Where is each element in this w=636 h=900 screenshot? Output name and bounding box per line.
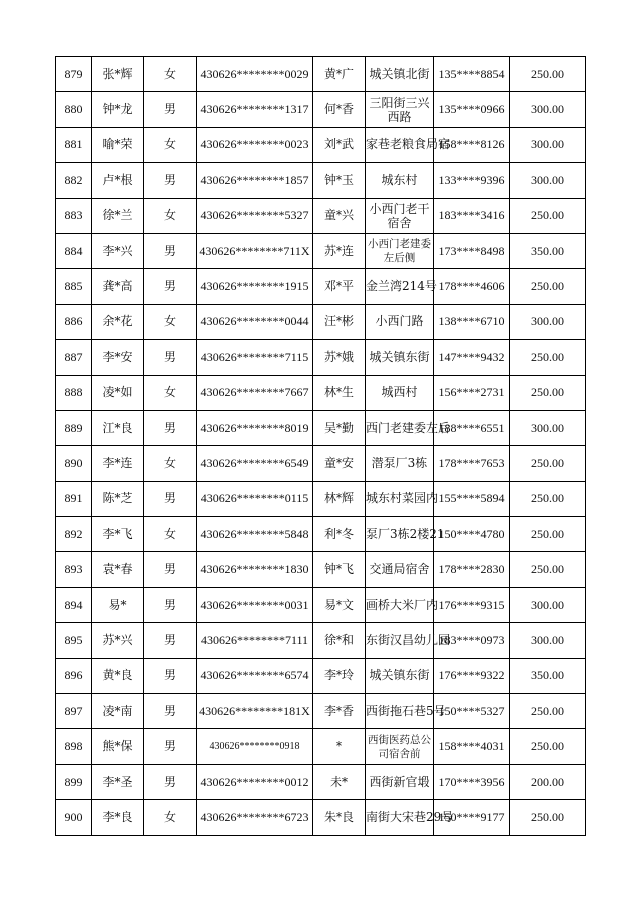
- gender-cell: 男: [144, 729, 197, 764]
- address-cell: 西街拖石巷5号: [366, 694, 434, 729]
- gender-cell: 男: [144, 481, 197, 516]
- address-cell: 三阳街三兴西路: [366, 92, 434, 127]
- address-cell: 城西村: [366, 375, 434, 410]
- gender-cell: 男: [144, 340, 197, 375]
- table-row: [56, 446, 586, 481]
- row-number-cell: 884: [56, 233, 92, 268]
- gender-cell: 男: [144, 694, 197, 729]
- id-number-cell: 430626********1830: [197, 552, 313, 587]
- address-cell: 小西门路: [366, 304, 434, 339]
- row-number-cell: 895: [56, 623, 92, 658]
- phone-cell: 178****4606: [434, 269, 510, 304]
- phone-cell: 183****0973: [434, 623, 510, 658]
- relative-name-cell: 汪*彬: [313, 304, 366, 339]
- address-cell: 城东村菜园内: [366, 481, 434, 516]
- phone-cell: 155****5894: [434, 481, 510, 516]
- address-cell: 西门老建委左后: [366, 410, 434, 445]
- phone-cell: 147****9432: [434, 340, 510, 375]
- relative-name-cell: 何*香: [313, 92, 366, 127]
- relative-name-cell: 童*兴: [313, 198, 366, 233]
- relative-name-cell: 苏*娥: [313, 340, 366, 375]
- row-number-cell: 899: [56, 764, 92, 799]
- address-cell: 东街汉昌幼儿园: [366, 623, 434, 658]
- name-cell: 熊*保: [92, 729, 144, 764]
- id-number-cell: 430626********6574: [197, 658, 313, 693]
- name-cell: 苏*兴: [92, 623, 144, 658]
- phone-cell: 135****0966: [434, 92, 510, 127]
- row-number-cell: 900: [56, 800, 92, 835]
- name-cell: 陈*芝: [92, 481, 144, 516]
- relative-name-cell: 未*: [313, 764, 366, 799]
- table-row: [56, 764, 586, 799]
- name-cell: 李*飞: [92, 517, 144, 552]
- gender-cell: 女: [144, 304, 197, 339]
- id-number-cell: 430626********5327: [197, 198, 313, 233]
- row-number-cell: 886: [56, 304, 92, 339]
- amount-cell: 250.00: [510, 517, 586, 552]
- amount-cell: 250.00: [510, 694, 586, 729]
- table-row: [56, 127, 586, 162]
- row-number-cell: 883: [56, 198, 92, 233]
- row-number-cell: 890: [56, 446, 92, 481]
- table-body: [56, 57, 586, 836]
- data-table: [55, 56, 586, 836]
- relative-name-cell: 钟*玉: [313, 163, 366, 198]
- amount-cell: 350.00: [510, 658, 586, 693]
- amount-cell: 300.00: [510, 163, 586, 198]
- phone-cell: 183****3416: [434, 198, 510, 233]
- phone-cell: 158****4031: [434, 729, 510, 764]
- gender-cell: 男: [144, 623, 197, 658]
- relative-name-cell: 童*安: [313, 446, 366, 481]
- name-cell: 黄*良: [92, 658, 144, 693]
- id-number-cell: 430626********7115: [197, 340, 313, 375]
- amount-cell: 250.00: [510, 375, 586, 410]
- address-cell: 小西门老建委左后侧: [366, 233, 434, 268]
- relative-name-cell: 李*香: [313, 694, 366, 729]
- table-row: [56, 92, 586, 127]
- table-row: [56, 375, 586, 410]
- phone-cell: 133****9396: [434, 163, 510, 198]
- id-number-cell: 430626********1317: [197, 92, 313, 127]
- id-number-cell: 430626********181X: [197, 694, 313, 729]
- id-number-cell: 430626********711X: [197, 233, 313, 268]
- amount-cell: 250.00: [510, 340, 586, 375]
- row-number-cell: 893: [56, 552, 92, 587]
- name-cell: 卢*根: [92, 163, 144, 198]
- id-number-cell: 430626********0023: [197, 127, 313, 162]
- name-cell: 李*圣: [92, 764, 144, 799]
- relative-name-cell: 钟*飞: [313, 552, 366, 587]
- address-cell: 家巷老粮食局宿: [366, 127, 434, 162]
- id-number-cell: 430626********6723: [197, 800, 313, 835]
- phone-cell: 135****8854: [434, 57, 510, 92]
- row-number-cell: 894: [56, 587, 92, 622]
- relative-name-cell: 徐*和: [313, 623, 366, 658]
- gender-cell: 女: [144, 57, 197, 92]
- table-row: [56, 552, 586, 587]
- gender-cell: 女: [144, 800, 197, 835]
- name-cell: 李*安: [92, 340, 144, 375]
- table-row: [56, 198, 586, 233]
- address-cell: 南街大宋巷29号: [366, 800, 434, 835]
- gender-cell: 男: [144, 163, 197, 198]
- relative-name-cell: *: [313, 729, 366, 764]
- gender-cell: 女: [144, 517, 197, 552]
- relative-name-cell: 吴*勤: [313, 410, 366, 445]
- relative-name-cell: 朱*良: [313, 800, 366, 835]
- address-cell: 金兰湾214号: [366, 269, 434, 304]
- amount-cell: 350.00: [510, 233, 586, 268]
- address-cell: 西街医药总公司宿舍前: [366, 729, 434, 764]
- id-number-cell: 430626********0029: [197, 57, 313, 92]
- relative-name-cell: 李*玲: [313, 658, 366, 693]
- gender-cell: 女: [144, 198, 197, 233]
- amount-cell: 300.00: [510, 127, 586, 162]
- name-cell: 余*花: [92, 304, 144, 339]
- row-number-cell: 892: [56, 517, 92, 552]
- table-row: [56, 800, 586, 835]
- table-row: [56, 623, 586, 658]
- table-row: [56, 658, 586, 693]
- table-row: [56, 517, 586, 552]
- name-cell: 张*辉: [92, 57, 144, 92]
- id-number-cell: 430626********1915: [197, 269, 313, 304]
- amount-cell: 300.00: [510, 587, 586, 622]
- row-number-cell: 879: [56, 57, 92, 92]
- row-number-cell: 881: [56, 127, 92, 162]
- address-cell: 城关镇东街: [366, 658, 434, 693]
- phone-cell: 188****6551: [434, 410, 510, 445]
- id-number-cell: 430626********7667: [197, 375, 313, 410]
- relative-name-cell: 黄*广: [313, 57, 366, 92]
- table-row: [56, 304, 586, 339]
- phone-cell: 158****8126: [434, 127, 510, 162]
- id-number-cell: 430626********5848: [197, 517, 313, 552]
- relative-name-cell: 苏*连: [313, 233, 366, 268]
- table-row: [56, 163, 586, 198]
- id-number-cell: 430626********0115: [197, 481, 313, 516]
- id-number-cell: 430626********1857: [197, 163, 313, 198]
- address-cell: 画桥大米厂内: [366, 587, 434, 622]
- name-cell: 徐*兰: [92, 198, 144, 233]
- phone-cell: 150****4780: [434, 517, 510, 552]
- table-row: [56, 694, 586, 729]
- gender-cell: 女: [144, 127, 197, 162]
- phone-cell: 150****9177: [434, 800, 510, 835]
- id-number-cell: 430626********6549: [197, 446, 313, 481]
- gender-cell: 女: [144, 375, 197, 410]
- table-row: [56, 481, 586, 516]
- address-cell: 小西门老干宿舍: [366, 198, 434, 233]
- amount-cell: 300.00: [510, 623, 586, 658]
- row-number-cell: 888: [56, 375, 92, 410]
- name-cell: 袁*春: [92, 552, 144, 587]
- name-cell: 江*良: [92, 410, 144, 445]
- phone-cell: 150****5327: [434, 694, 510, 729]
- gender-cell: 男: [144, 658, 197, 693]
- gender-cell: 女: [144, 446, 197, 481]
- gender-cell: 男: [144, 764, 197, 799]
- relative-name-cell: 林*辉: [313, 481, 366, 516]
- name-cell: 李*良: [92, 800, 144, 835]
- table-row: [56, 729, 586, 764]
- name-cell: 凌*南: [92, 694, 144, 729]
- name-cell: 龚*高: [92, 269, 144, 304]
- phone-cell: 173****8498: [434, 233, 510, 268]
- name-cell: 钟*龙: [92, 92, 144, 127]
- table-row: [56, 57, 586, 92]
- gender-cell: 男: [144, 552, 197, 587]
- address-cell: 城关镇北街: [366, 57, 434, 92]
- relative-name-cell: 易*文: [313, 587, 366, 622]
- phone-cell: 156****2731: [434, 375, 510, 410]
- row-number-cell: 880: [56, 92, 92, 127]
- table-row: [56, 340, 586, 375]
- row-number-cell: 885: [56, 269, 92, 304]
- phone-cell: 170****3956: [434, 764, 510, 799]
- address-cell: 城关镇东街: [366, 340, 434, 375]
- phone-cell: 178****2830: [434, 552, 510, 587]
- name-cell: 李*连: [92, 446, 144, 481]
- amount-cell: 300.00: [510, 410, 586, 445]
- amount-cell: 300.00: [510, 92, 586, 127]
- address-cell: 交通局宿舍: [366, 552, 434, 587]
- gender-cell: 男: [144, 410, 197, 445]
- name-cell: 易*: [92, 587, 144, 622]
- relative-name-cell: 利*冬: [313, 517, 366, 552]
- address-cell: 潜泵厂3栋: [366, 446, 434, 481]
- id-number-cell: 430626********7111: [197, 623, 313, 658]
- row-number-cell: 887: [56, 340, 92, 375]
- amount-cell: 250.00: [510, 729, 586, 764]
- phone-cell: 176****9315: [434, 587, 510, 622]
- row-number-cell: 891: [56, 481, 92, 516]
- row-number-cell: 898: [56, 729, 92, 764]
- id-number-cell: 430626********0031: [197, 587, 313, 622]
- row-number-cell: 889: [56, 410, 92, 445]
- amount-cell: 250.00: [510, 57, 586, 92]
- table-row: [56, 410, 586, 445]
- address-cell: 西街新官塅: [366, 764, 434, 799]
- amount-cell: 200.00: [510, 764, 586, 799]
- amount-cell: 250.00: [510, 198, 586, 233]
- gender-cell: 男: [144, 233, 197, 268]
- relative-name-cell: 林*生: [313, 375, 366, 410]
- relative-name-cell: 邓*平: [313, 269, 366, 304]
- name-cell: 凌*如: [92, 375, 144, 410]
- phone-cell: 178****7653: [434, 446, 510, 481]
- row-number-cell: 896: [56, 658, 92, 693]
- id-number-cell: 430626********0012: [197, 764, 313, 799]
- gender-cell: 男: [144, 92, 197, 127]
- table-row: [56, 269, 586, 304]
- amount-cell: 250.00: [510, 269, 586, 304]
- table-row: [56, 233, 586, 268]
- amount-cell: 250.00: [510, 446, 586, 481]
- address-cell: 泵厂3栋2楼21: [366, 517, 434, 552]
- name-cell: 李*兴: [92, 233, 144, 268]
- row-number-cell: 897: [56, 694, 92, 729]
- table-row: [56, 587, 586, 622]
- amount-cell: 250.00: [510, 800, 586, 835]
- amount-cell: 250.00: [510, 552, 586, 587]
- amount-cell: 250.00: [510, 481, 586, 516]
- phone-cell: 176****9322: [434, 658, 510, 693]
- relative-name-cell: 刘*武: [313, 127, 366, 162]
- name-cell: 喻*荣: [92, 127, 144, 162]
- address-cell: 城东村: [366, 163, 434, 198]
- id-number-cell: 430626********8019: [197, 410, 313, 445]
- id-number-cell: 430626********0044: [197, 304, 313, 339]
- row-number-cell: 882: [56, 163, 92, 198]
- phone-cell: 138****6710: [434, 304, 510, 339]
- id-number-cell: 430626********0918: [197, 729, 313, 764]
- gender-cell: 男: [144, 269, 197, 304]
- gender-cell: 男: [144, 587, 197, 622]
- amount-cell: 300.00: [510, 304, 586, 339]
